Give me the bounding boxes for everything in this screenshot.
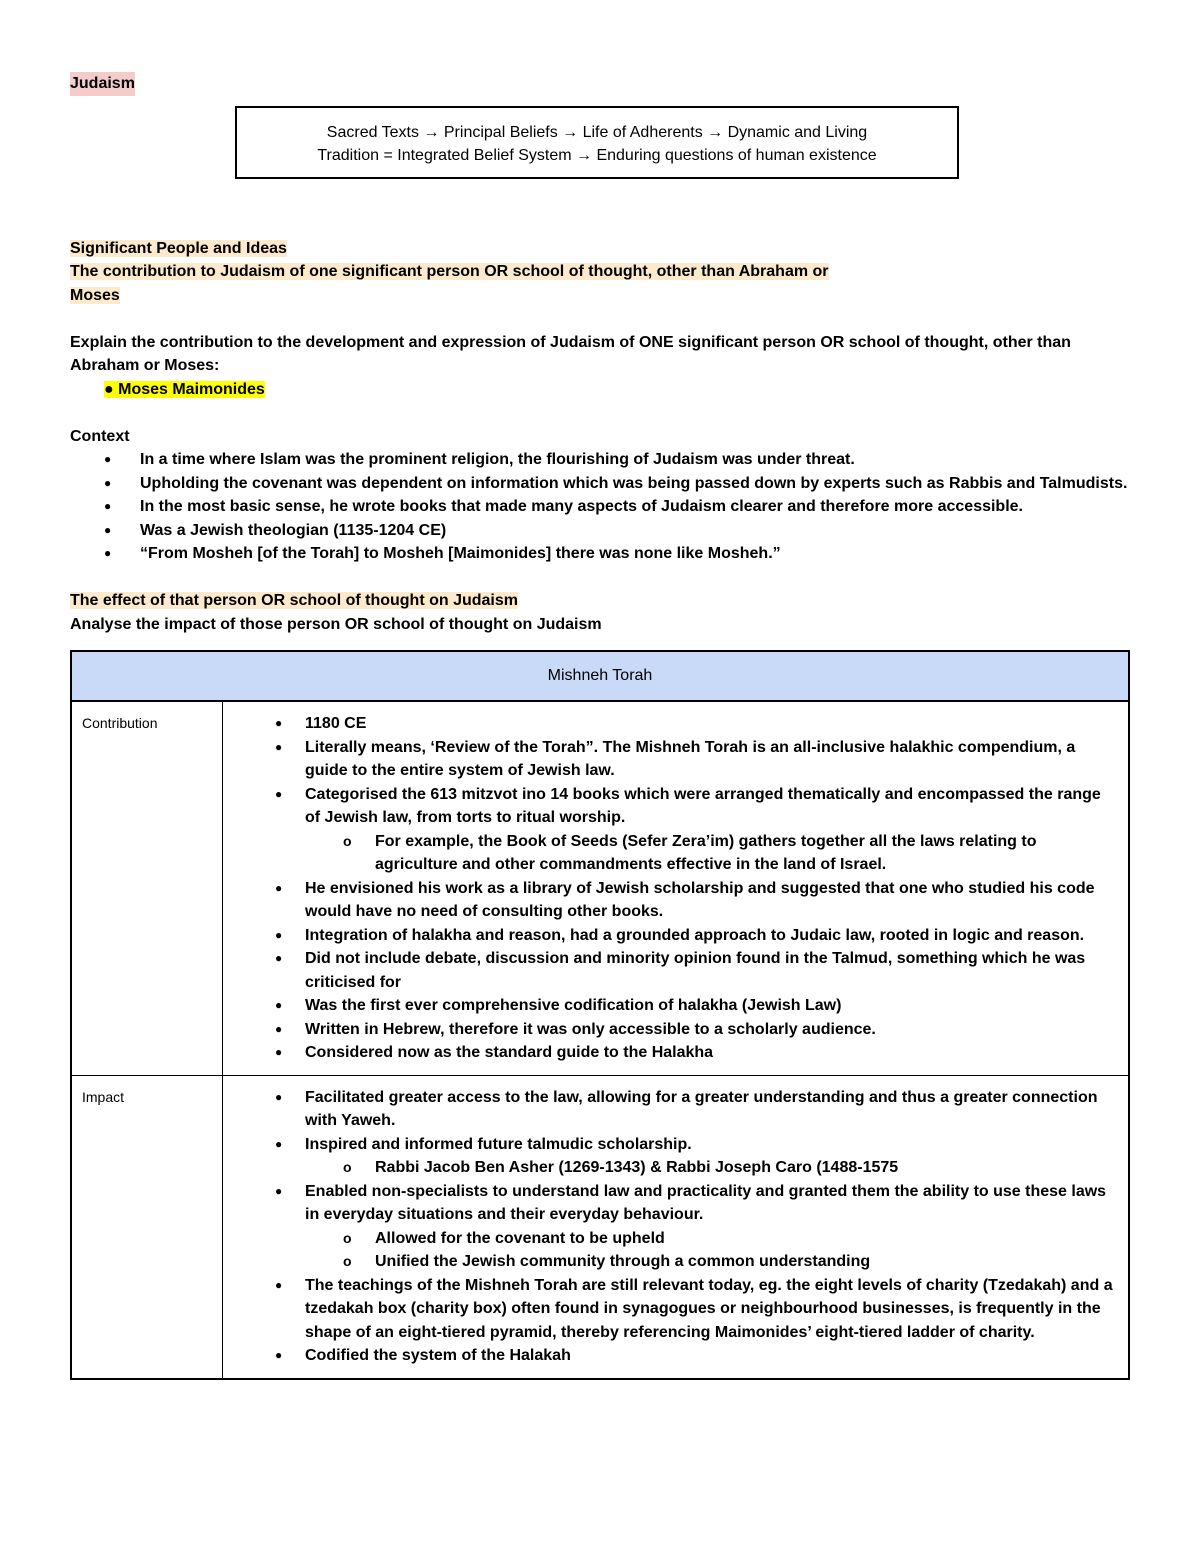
impact-item: ● Codified the system of the Halakah: [233, 1344, 1118, 1368]
impact-item: [233, 1133, 1118, 1180]
contribution-item: ● Was the first ever comprehensive codification of halakha (Jewish Law): [233, 994, 1118, 1018]
impact-item-text: Enabled non-specialists to understand law and practicality and granted them the ability to use these laws in everyday situations and their everyday behaviour.: [305, 1182, 1107, 1223]
impact-subitem: o Unified the Jewish community through a common understanding: [305, 1250, 1118, 1274]
table-header: Mishneh Torah: [71, 651, 1129, 701]
table-row: [71, 701, 1129, 1075]
impact-item: ● Facilitated greater access to the law, allowing for a greater understanding and thus a greater connection with Yaweh.: [233, 1086, 1118, 1133]
section2-subheading: Analyse the impact of those person OR school of thought on Judaism: [70, 615, 602, 633]
impact-item: [233, 1180, 1118, 1274]
contribution-item: ● 1180 CE: [233, 712, 1118, 736]
context-item: ● Was a Jewish theologian (1135-1204 CE): [70, 519, 1130, 543]
section2-heading: The effect of that person OR school of thought on Judaism: [70, 592, 518, 609]
document-page: [70, 72, 1130, 1380]
flow-line-2: Tradition = Integrated Belief System → Enduring questions of human existence: [317, 146, 877, 164]
contribution-item: [233, 783, 1118, 877]
section1-heading: Significant People and Ideas: [70, 239, 287, 257]
contribution-item: ● He envisioned his work as a library of Jewish scholarship and suggested that one who studied his code would have no need of consulting other books.: [233, 877, 1118, 924]
section1-question: Explain the contribution to the development and expression of Judaism of ONE significant person OR school of thought, other than Abraham or Moses:: [70, 333, 1071, 374]
doc-title: Judaism: [70, 72, 135, 96]
flow-line-1: Sacred Texts → Principal Beliefs → Life of Adherents → Dynamic and Living: [326, 123, 868, 141]
impact-item-text: Inspired and informed future talmudic scholarship.: [305, 1135, 692, 1153]
contribution-item: ● Considered now as the standard guide to the Halakha: [233, 1041, 1118, 1065]
context-item: ● In a time where Islam was the prominent religion, the flourishing of Judaism was under threat.: [70, 448, 1130, 472]
contribution-subitem: o For example, the Book of Seeds (Sefer Zera’im) gathers together all the laws relating to agriculture and other commandments effective in the land of Israel.: [305, 830, 1118, 877]
flow-box: [235, 106, 959, 179]
contribution-item: ● Literally means, ‘Review of the Torah”. The Mishneh Torah is an all-inclusive halakhic compendium, a guide to the entire system of Jewish law.: [233, 736, 1118, 783]
impact-item: ● The teachings of the Mishneh Torah are still relevant today, eg. the eight levels of charity (Tzedakah) and a tzedakah box (charity box) often found in synagogues or neighbourhood businesses, is frequently in the shape of an eight-tiered pyramid, thereby referencing Maimonides’ eight-tiered ladder of charity.: [233, 1274, 1118, 1345]
mishneh-torah-table: [70, 650, 1130, 1380]
contribution-item: ● Integration of halakha and reason, had a grounded approach to Judaic law, rooted in logic and reason.: [233, 924, 1118, 948]
impact-subitem: o Allowed for the covenant to be upheld: [305, 1227, 1118, 1251]
section1-subheading-1: The contribution to Judaism of one significant person OR school of thought, other than Abraham or: [70, 263, 829, 280]
table-row: [71, 1075, 1129, 1379]
contribution-cell: [223, 701, 1130, 1075]
contribution-item-text: Categorised the 613 mitzvot ino 14 books which were arranged thematically and encompassed the range of Jewish law, from torts to ritual worship.: [305, 785, 1101, 826]
impact-subitem: o Rabbi Jacob Ben Asher (1269-1343) & Rabbi Joseph Caro (1488-1575: [305, 1156, 1118, 1180]
contribution-item: ● Did not include debate, discussion and minority opinion found in the Talmud, something which he was criticised for: [233, 947, 1118, 994]
context-item: ● “From Mosheh [of the Torah] to Mosheh [Maimonides] there was none like Mosheh.”: [70, 542, 1130, 566]
impact-cell: [223, 1075, 1130, 1379]
context-list: [70, 448, 1130, 566]
context-item: ● In the most basic sense, he wrote books that made many aspects of Judaism clearer and therefore more accessible.: [70, 495, 1130, 519]
context-item: ● Upholding the covenant was dependent on information which was being passed down by experts such as Rabbis and Talmudists.: [70, 472, 1130, 496]
impact-label: Impact: [71, 1075, 223, 1379]
person-name: ● Moses Maimonides: [104, 380, 265, 398]
contribution-item: ● Written in Hebrew, therefore it was only accessible to a scholarly audience.: [233, 1018, 1118, 1042]
section1-subheading-2: Moses: [70, 286, 120, 304]
contribution-label: Contribution: [71, 701, 223, 1075]
context-label: Context: [70, 427, 130, 445]
